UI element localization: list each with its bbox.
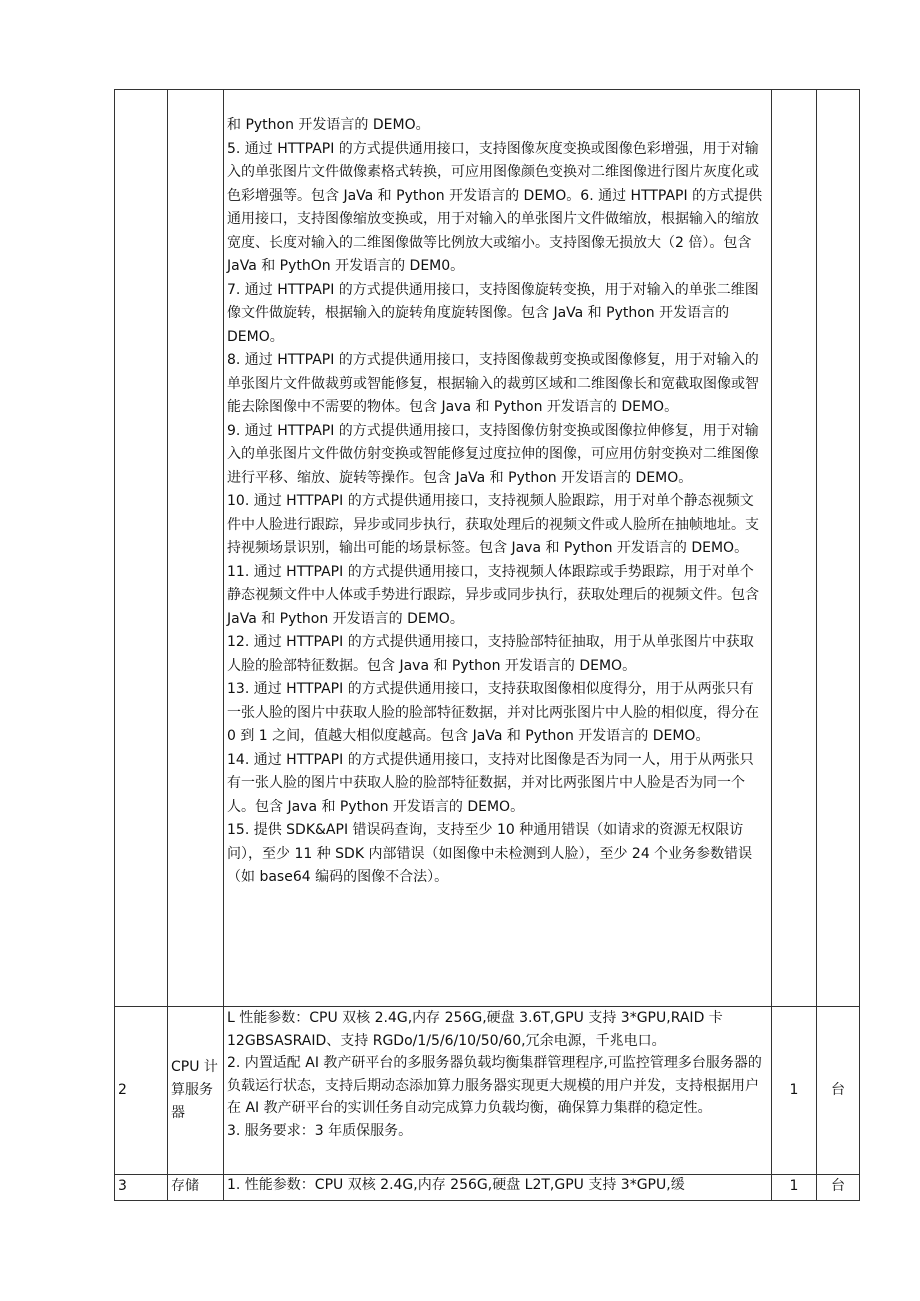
spec-description-cell [224,1175,772,1200]
unit-cell: 台 [831,1082,845,1098]
spec-paragraph: 3. 服务要求：3 年质保服务。 [227,1122,413,1139]
unit-cell [817,90,859,1006]
spec-paragraph: 9. 通过 HTTPAPI 的方式提供通用接口，支持图像仿射变换或图像拉伸修复，用于对输入的单张图片文件做仿射变换或智能修复过度拉伸的图像，可应用仿射变换对二维图像进行平移、缩放、旋转等操作。包含 JaVa 和 Python 开发语言的 DEMO。 [227,422,759,486]
table-row [114,1007,860,1175]
spec-paragraph: 11. 通过 HTTPAPI 的方式提供通用接口，支持视频人体跟踪或手势跟踪，用于对单个静态视频文件中人体或手势进行跟踪，异步或同步执行，获取处理后的视频文件。包含 JaVa 和 Python 开发语言的 DEMO。 [227,563,759,627]
spec-description-cell [224,1007,772,1174]
unit-cell: 台 [831,1178,845,1194]
spec-paragraph: 1. 性能参数：CPU 双核 2.4G,内存 256G,硬盘 L2T,GPU 支持 3*GPU,缓 [227,1177,685,1193]
spec-paragraph: 8. 通过 HTTPAPI 的方式提供通用接口，支持图像裁剪变换或图像修复，用于对输入的单张图片文件做裁剪或智能修复，根据输入的裁剪区域和二维图像长和宽截取图像或智能去除图像中不需要的物体。包含 Java 和 Python 开发语言的 DEMO。 [227,352,759,415]
spec-paragraph: 13. 通过 HTTPAPI 的方式提供通用接口，支持获取图像相似度得分，用于从两张只有一张人脸的图片中获取人脸的脸部特征数据，并对比两张图片中人脸的相似度，得分在 0 到 1 之间，值越大相似度越高。包含 JaVa 和 Python 开发语言的 DEMO。 [227,681,759,744]
item-name-cell: 存储 [168,1175,224,1200]
spec-paragraph: 12. 通过 HTTPAPI 的方式提供通用接口，支持脸部特征抽取，用于从单张图片中获取人脸的脸部特征数据。包含 Java 和 Python 开发语言的 DEMO。 [227,634,754,674]
item-name-cell: CPU 计算服务器 [168,1007,224,1174]
table-row [114,1175,860,1201]
quantity-cell: 1 [772,1175,817,1200]
quantity-cell [772,90,817,1006]
table-row [114,89,860,1007]
spec-paragraph: L 性能参数：CPU 双核 2.4G,内存 256G,硬盘 3.6T,GPU 支持 3*GPU,RAID 卡 12GBSASRAID、支持 RGDo/1/5/6/10/50/60,冗余电源，千兆电口。 [227,1010,723,1049]
spec-paragraph: 15. 提供 SDK&API 错误码查询，支持至少 10 种通用错误（如请求的资源无权限访问），至少 11 种 SDK 内部错误（如图像中未检测到人脸），至少 24 个业务参数错误（如 base64 编码的图像不合法）。 [227,822,753,885]
spec-table [114,89,860,1201]
spec-paragraph: 14. 通过 HTTPAPI 的方式提供通用接口，支持对比图像是否为同一人，用于从两张只有一张人脸的图片中获取人脸的脸部特征数据，并对比两张图片中人脸是否为同一个人。包含 Java 和 Python 开发语言的 DEMO。 [227,751,754,815]
row-number-cell: 2 [115,1007,168,1174]
spec-paragraph: 10. 通过 HTTPAPI 的方式提供通用接口，支持视频人脸跟踪，用于对单个静态视频文件中人脸进行跟踪，异步或同步执行，获取处理后的视频文件或人脸所在抽帧地址。支持视频场景识别，输出可能的场景标签。包含 Java 和 Python 开发语言的 DEMO。 [227,493,759,556]
spec-description-cell [224,90,772,1006]
spec-paragraph: 2. 内置适配 AI 教产研平台的多服务器负载均衡集群管理程序,可监控管理多台服务器的负载运行状态，支持后期动态添加算力服务器实现更大规模的用户并发，支持根据用户在 AI 教产研平台的实训任务自动完成算力负载均衡，确保算力集群的稳定性。 [227,1055,762,1116]
row-number-cell: 3 [115,1175,168,1200]
spec-paragraph: 5. 通过 HTTPAPI 的方式提供通用接口，支持图像灰度变换或图像色彩增强，用于对输入的单张图片文件做像素格式转换，可应用图像颜色变换对二维图像进行图片灰度化或色彩增强等。包含 JaVa 和 Python 开发语言的 DEMO。6. 通过 HTTPAPI 的方式提供通用接口，支持图像缩放变换或，用于对输入的单张图片文件做缩放，根据输入的缩放宽度、长度对输入的二维图像做等比例放大或缩小。支持图像无损放大（2 倍）。包含 JaVa 和 PythOn 开发语言的 DEM0。 [227,140,763,274]
row-number-cell [115,90,168,1006]
quantity-cell: 1 [772,1007,817,1174]
item-name-cell [168,90,224,1006]
spec-paragraph: 和 Python 开发语言的 DEMO。 [227,117,430,133]
spec-paragraph: 7. 通过 HTTPAPI 的方式提供通用接口，支持图像旋转变换，用于对输入的单张二维图像文件做旋转，根据输入的旋转角度旋转图像。包含 JaVa 和 Python 开发语言的 DEMO。 [227,281,759,345]
